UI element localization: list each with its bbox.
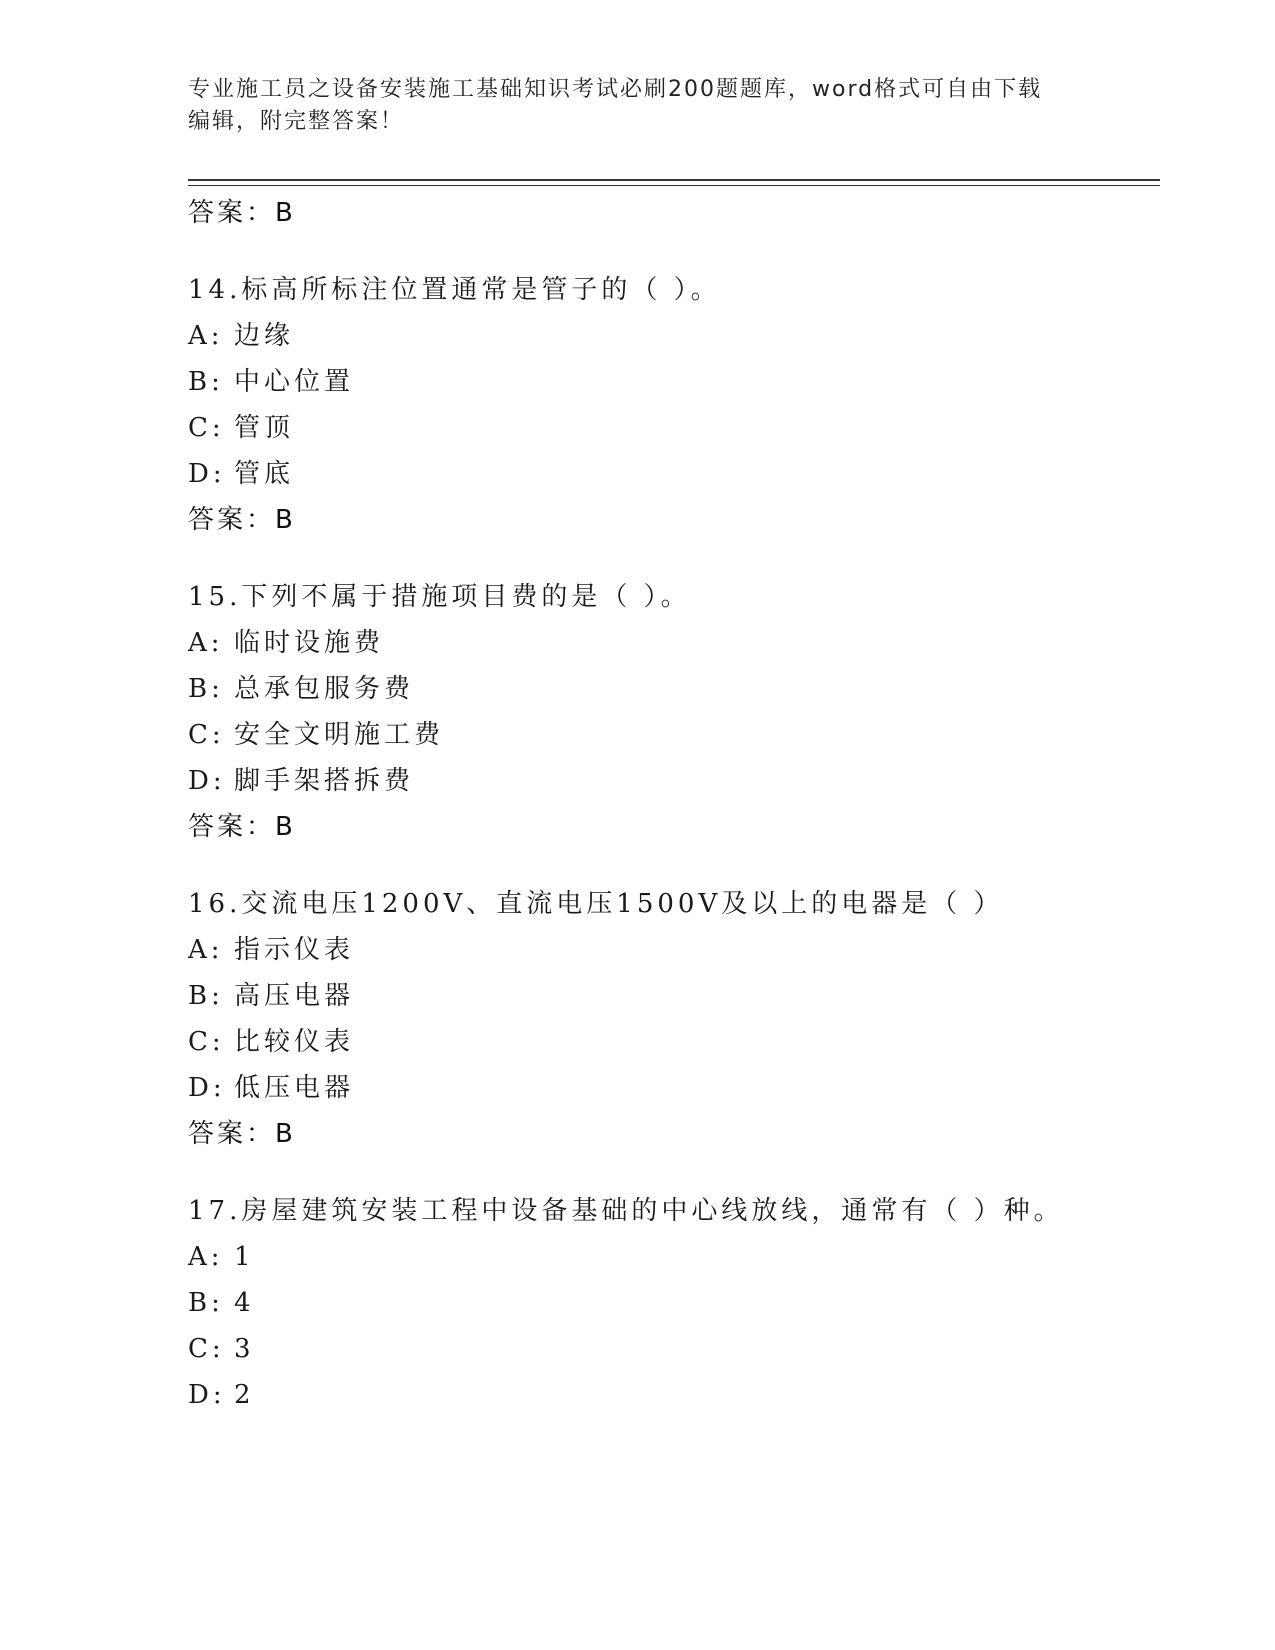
option-key: B: [188, 367, 224, 397]
option-text: 高压电器 [234, 981, 355, 1011]
option-b [188, 1280, 1138, 1326]
question-15 [188, 575, 1138, 850]
option-c [188, 712, 1138, 758]
question-16 [188, 882, 1138, 1157]
header-rule-thick [188, 179, 1160, 181]
option-c [188, 1019, 1138, 1065]
option-text: 管底 [234, 459, 295, 489]
option-a [188, 927, 1138, 973]
option-key: A: [188, 321, 224, 351]
header-line-1: 专业施工员之设备安装施工基础知识考试必刷200题题库，word格式可自由下载 [188, 77, 1043, 102]
question-14 [188, 268, 1138, 543]
option-text: 指示仪表 [234, 935, 355, 965]
option-key: C: [188, 720, 225, 750]
option-key: D: [188, 1380, 226, 1410]
option-text: 临时设施费 [234, 628, 385, 658]
option-d [188, 1372, 1138, 1418]
option-a [188, 1234, 1138, 1280]
option-b [188, 359, 1138, 405]
option-b [188, 666, 1138, 712]
option-key: A: [188, 1242, 224, 1272]
answer-line: 答案：B [188, 812, 296, 842]
option-d [188, 758, 1138, 804]
header-rule-thin [188, 185, 1160, 186]
document-header [188, 74, 1088, 138]
option-a [188, 620, 1138, 666]
option-text: 低压电器 [234, 1073, 355, 1103]
option-text: 4 [234, 1288, 255, 1318]
option-key: D: [188, 459, 226, 489]
option-text: 管顶 [234, 413, 295, 443]
document-body [188, 190, 1138, 1418]
option-text: 边缘 [234, 321, 295, 351]
question-text: 15.下列不属于措施项目费的是（ ）。 [188, 582, 691, 612]
option-key: A: [188, 628, 224, 658]
answer-line: 答案：B [188, 198, 296, 228]
option-key: D: [188, 766, 226, 796]
option-b [188, 973, 1138, 1019]
option-text: 安全文明施工费 [234, 720, 445, 750]
option-text: 比较仪表 [234, 1027, 355, 1057]
option-key: A: [188, 935, 224, 965]
option-key: C: [188, 1027, 225, 1057]
option-key: B: [188, 1288, 224, 1318]
option-c [188, 405, 1138, 451]
option-key: C: [188, 413, 225, 443]
question-text: 16.交流电压1200V、直流电压1500V及以上的电器是（ ） [188, 889, 1004, 919]
option-text: 3 [234, 1334, 255, 1364]
header-line-2: 编辑，附完整答案！ [188, 109, 405, 134]
question-17 [188, 1189, 1138, 1418]
option-text: 中心位置 [234, 367, 355, 397]
option-text: 总承包服务费 [234, 674, 415, 704]
answer-line: 答案：B [188, 1119, 296, 1149]
question-text: 14.标高所标注位置通常是管子的（ ）。 [188, 275, 721, 305]
question-text: 17.房屋建筑安装工程中设备基础的中心线放线，通常有（ ）种。 [188, 1196, 1064, 1226]
option-text: 脚手架搭拆费 [234, 766, 415, 796]
option-key: D: [188, 1073, 226, 1103]
answer-line: 答案：B [188, 505, 296, 535]
option-c [188, 1326, 1138, 1372]
option-key: B: [188, 674, 224, 704]
option-key: C: [188, 1334, 225, 1364]
option-key: B: [188, 981, 224, 1011]
option-text: 1 [234, 1242, 255, 1272]
option-a [188, 313, 1138, 359]
option-d [188, 451, 1138, 497]
option-text: 2 [234, 1380, 255, 1410]
option-d [188, 1065, 1138, 1111]
